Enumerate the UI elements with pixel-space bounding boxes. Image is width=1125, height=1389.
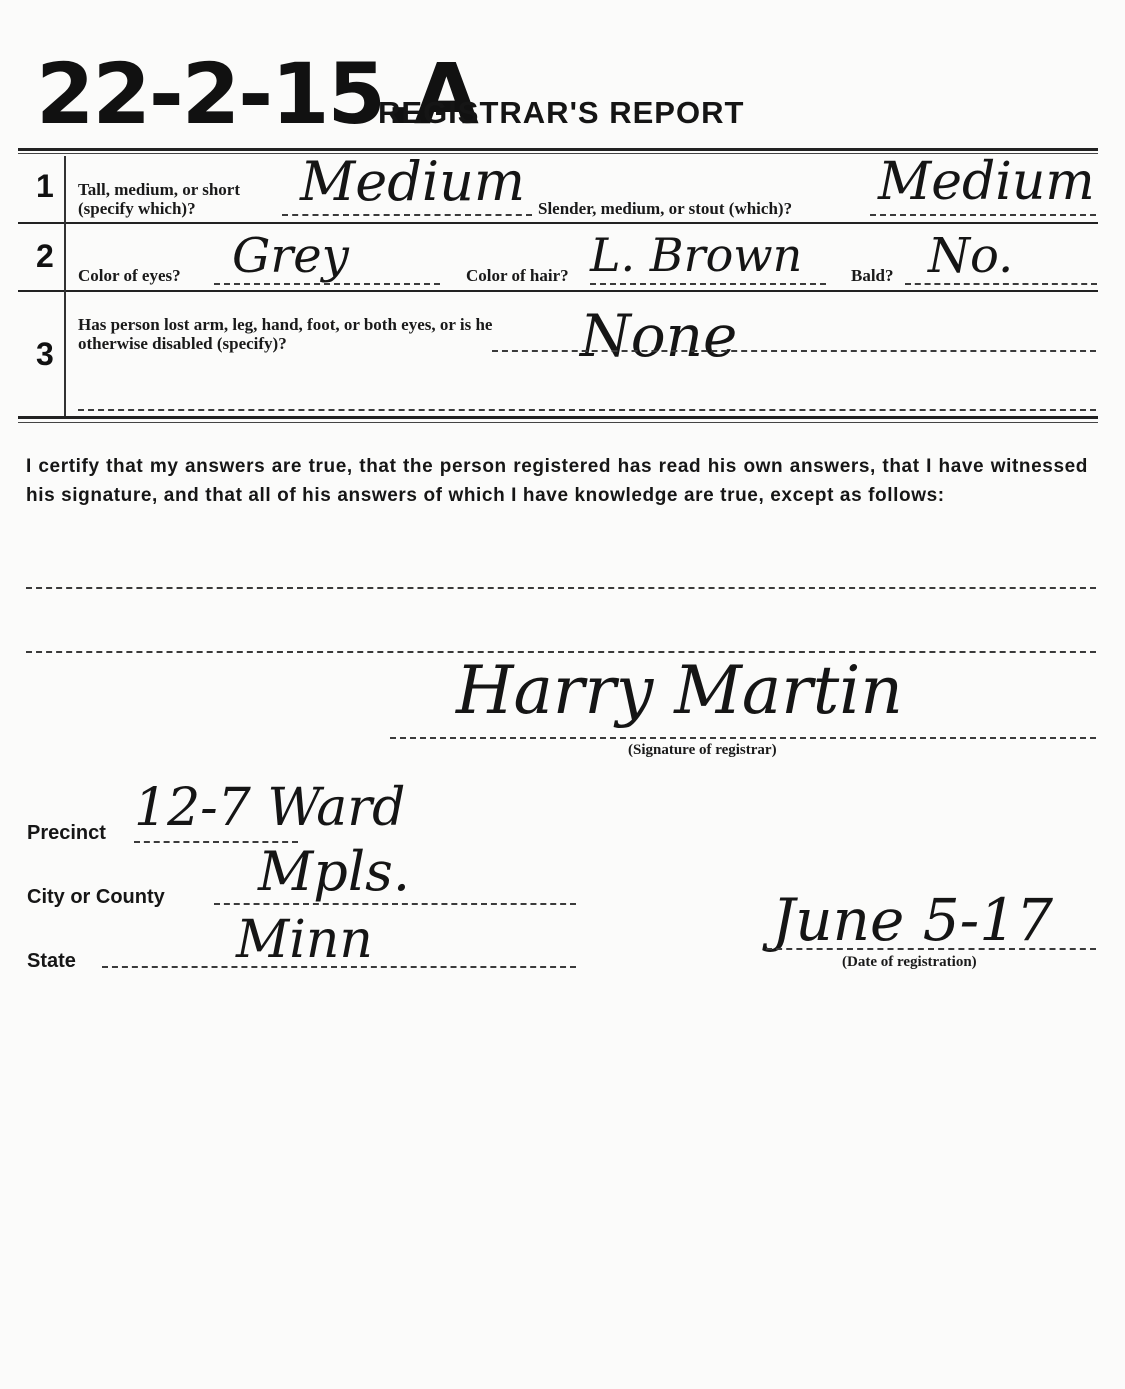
answer-line [78, 409, 1096, 411]
signature-line [390, 737, 1096, 739]
answer-line [492, 350, 1096, 352]
question-number: 1 [36, 168, 54, 204]
answer-line [870, 214, 1096, 216]
height-answer: Medium [300, 150, 526, 213]
eye-color-label: Color of eyes? [78, 266, 181, 285]
build-label: Slender, medium, or stout (which)? [538, 199, 793, 218]
answer-line [282, 214, 532, 216]
question-number: 2 [36, 238, 54, 274]
disability-label: Has person lost arm, leg, hand, foot, or both eyes, or is he otherwise disabled (specify)? [78, 315, 493, 353]
date-caption: (Date of registration) [842, 954, 977, 970]
answer-line [214, 283, 440, 285]
row-divider [18, 222, 1098, 224]
city-label: City or County [27, 886, 165, 908]
answer-line [905, 283, 1097, 285]
precinct-value: 12-7 Ward [134, 778, 406, 838]
answer-line [590, 283, 826, 285]
top-rule [18, 148, 1098, 151]
hair-color-label: Color of hair? [466, 266, 569, 285]
bald-answer: No. [928, 228, 1014, 284]
registrar-signature: Harry Martin [456, 652, 903, 729]
disability-answer: None [580, 302, 738, 370]
hair-color-answer: L. Brown [590, 228, 803, 282]
question-number: 3 [36, 336, 54, 372]
state-label: State [27, 950, 76, 972]
serial-number: 22-2-15.A [36, 45, 477, 143]
state-line [102, 966, 576, 968]
registration-date: June 5-17 [772, 886, 1054, 954]
build-answer: Medium [878, 152, 1095, 212]
exception-line [26, 587, 1096, 589]
eye-color-answer: Grey [232, 228, 349, 284]
state-value: Minn [236, 910, 373, 970]
row-divider [18, 290, 1098, 292]
bald-label: Bald? [851, 266, 894, 285]
city-line [214, 903, 576, 905]
number-column-divider [64, 156, 66, 416]
form-title: REGISTRAR'S REPORT [378, 95, 745, 130]
date-line [766, 948, 1096, 950]
city-value: Mpls. [258, 840, 411, 903]
precinct-label: Precinct [27, 822, 106, 844]
height-label: Tall, medium, or short (specify which)? [78, 180, 240, 218]
bottom-rule [18, 416, 1098, 419]
signature-caption: (Signature of registrar) [628, 742, 777, 758]
certification-text: I certify that my answers are true, that the person registered has read his own answers, that I have witnessed his signature, and that all of his answers of which I have knowledge are true, except as follows: [26, 456, 1088, 506]
bottom-rule-thin [18, 422, 1098, 423]
